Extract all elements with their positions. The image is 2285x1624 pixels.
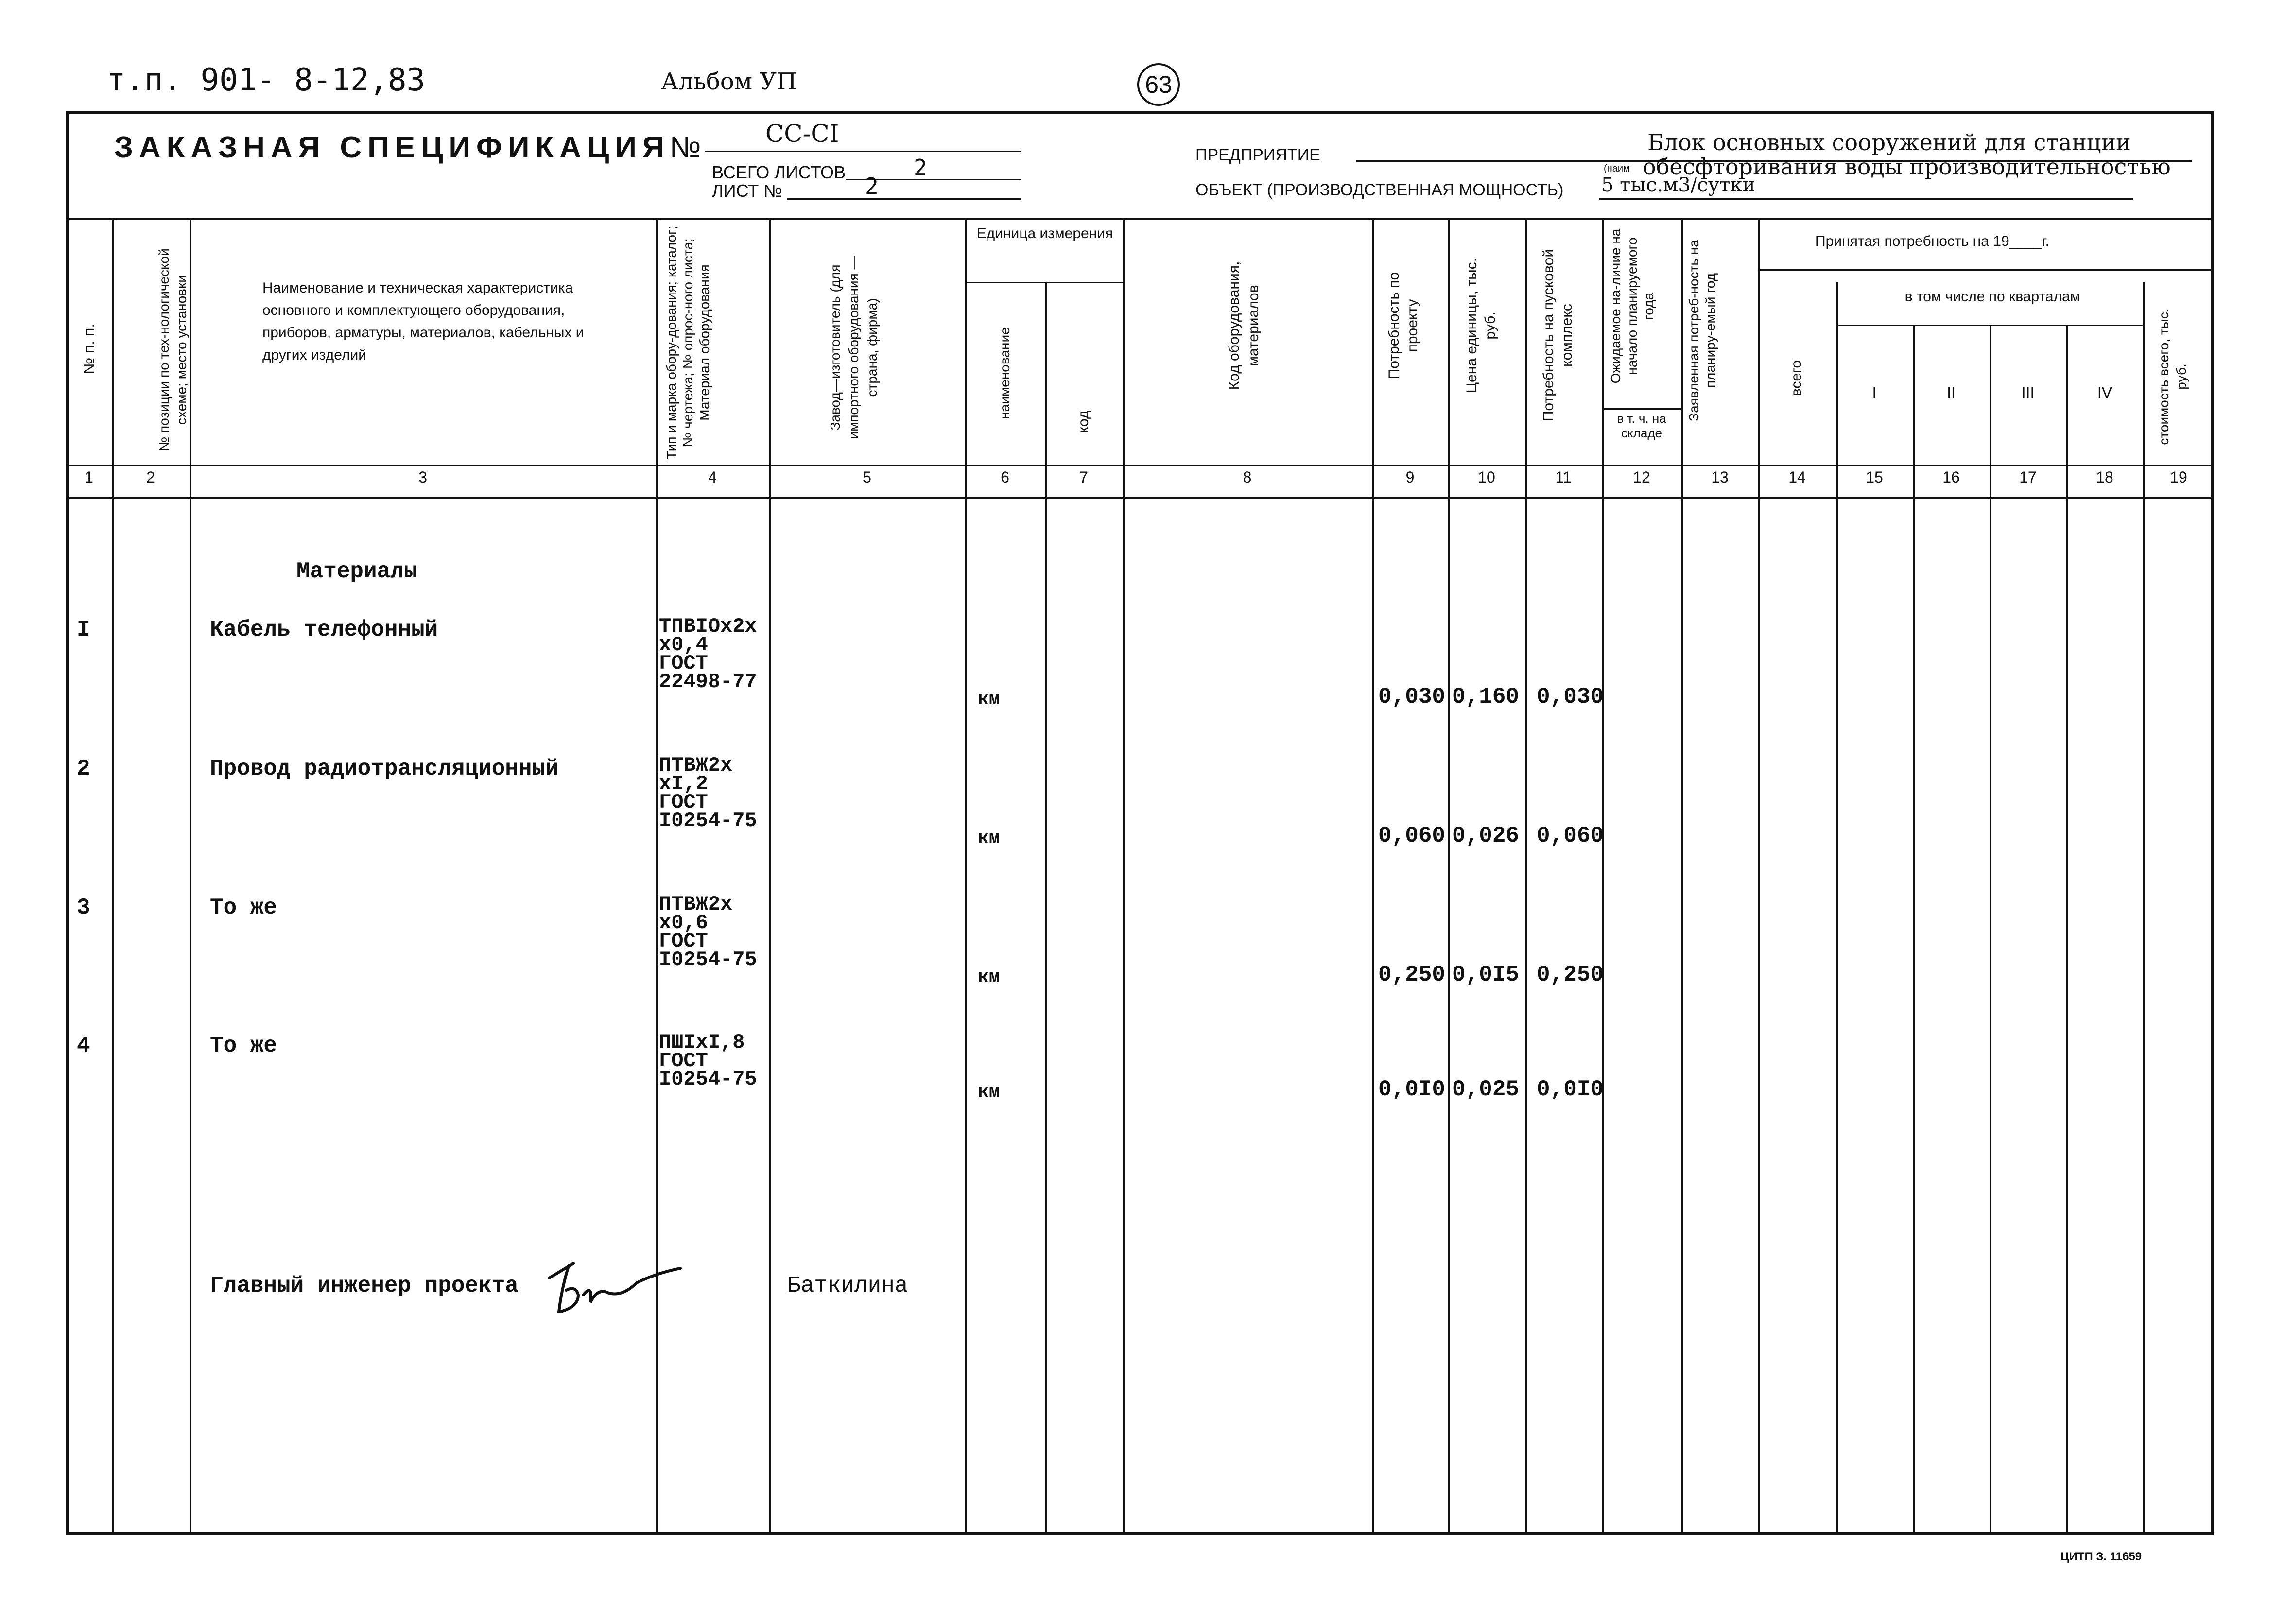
- signature: [539, 1244, 685, 1322]
- sheet-no-label: ЛИСТ №: [712, 181, 782, 201]
- col-num: 14: [1788, 468, 1806, 486]
- col-num: 1: [85, 468, 93, 486]
- enterprise-value-2: обесфторивания воды производительностью: [1643, 154, 2171, 180]
- chief-engineer-label: Главный инженер проекта: [210, 1273, 519, 1298]
- total-sheets-value: 2: [914, 155, 927, 181]
- item-type-line: ПТВЖ2х: [659, 893, 733, 916]
- header-col-13: [1686, 238, 1754, 423]
- item-start-need: 0,060: [1537, 823, 1604, 848]
- header-q3: III: [2021, 384, 2035, 401]
- item-type-line: 22498-77: [659, 670, 757, 693]
- col-num: 15: [1866, 468, 1883, 486]
- header-col-12-sub: [1604, 411, 1679, 440]
- header-quarters: в том числе по кварталам: [1904, 289, 2080, 305]
- header-q1: I: [1872, 384, 1877, 401]
- col-num: 7: [1079, 468, 1088, 486]
- item-type-line: ГОСТ: [659, 1049, 708, 1072]
- row-number: 3: [77, 895, 90, 920]
- item-type-line: хI,2: [659, 772, 708, 795]
- page-number: [1137, 63, 1180, 106]
- header-accepted: Принятая потребность на 19____г.: [1815, 233, 2049, 249]
- footer-print-code: ЦИТП З. 11659: [2060, 1550, 2142, 1563]
- col-num: 12: [1633, 468, 1650, 486]
- numbers-bottom-line: [66, 497, 2214, 499]
- chief-engineer-name: Баткилина: [787, 1273, 908, 1298]
- item-type-line: ТПВIОх2х: [659, 615, 757, 638]
- item-need: 0,030: [1378, 684, 1446, 709]
- header-unit-group-text: Единица измерения: [976, 225, 1113, 242]
- item-need: 0,060: [1378, 823, 1446, 848]
- header-q2: II: [1947, 384, 1956, 401]
- col-num: 10: [1478, 468, 1495, 486]
- item-type-line: ГОСТ: [659, 791, 708, 814]
- item-unit: км: [978, 689, 1000, 710]
- total-sheets-label: ВСЕГО ЛИСТОВ: [712, 162, 846, 182]
- header-unit-group: [967, 225, 1123, 243]
- header-col-12-sub-text: в т. ч. на складе: [1617, 411, 1666, 440]
- item-price: 0,025: [1452, 1077, 1520, 1102]
- header-col-6: наименование: [997, 327, 1012, 419]
- accepted-line: [1758, 269, 2214, 271]
- item-need: 0,250: [1378, 962, 1446, 987]
- col-num: 18: [2096, 468, 2113, 486]
- item-type-line: х0,6: [659, 911, 708, 934]
- item-name: Кабель телефонный: [210, 617, 438, 642]
- header-col-14: всего: [1788, 360, 1804, 397]
- header-col-2-text: № позиции по тех-нологической схеме; место установки: [156, 248, 189, 451]
- section-title: Материалы: [296, 559, 417, 584]
- col-num: 9: [1405, 468, 1415, 486]
- item-type: [659, 1031, 757, 1091]
- item-start-need: 0,0I0: [1537, 1077, 1604, 1102]
- doc-code: т.п. 901- 8-12,83: [107, 62, 426, 98]
- row-number: I: [77, 617, 90, 642]
- header-col-8-text: Код оборудования, материалов: [1226, 261, 1262, 390]
- header-col-9: [1385, 248, 1434, 403]
- col-num: 19: [2170, 468, 2187, 486]
- item-name: То же: [210, 1033, 277, 1058]
- col-num: 11: [1555, 468, 1572, 486]
- page-number-text: 63: [1145, 71, 1172, 98]
- spec-title: ЗАКАЗНАЯ СПЕЦИФИКАЦИЯ: [114, 131, 670, 164]
- album-label: Альбом УП: [661, 68, 797, 95]
- item-unit: км: [978, 967, 1000, 988]
- header-col-5-text: Завод—изготовитель (для импортного оборудования —страна, фирма): [828, 256, 880, 439]
- header-bottom-line: [66, 465, 2214, 466]
- item-price: 0,0I5: [1452, 962, 1520, 987]
- item-need: 0,0I0: [1378, 1077, 1446, 1102]
- col-num: 17: [2019, 468, 2037, 486]
- header-q4: IV: [2097, 384, 2112, 401]
- item-type-line: I0254-75: [659, 809, 757, 832]
- item-name: Провод радиотрансляционный: [210, 756, 559, 781]
- item-unit: км: [978, 828, 1000, 849]
- header-col-9-text: Потребность по проекту: [1386, 272, 1420, 380]
- item-price: 0,160: [1452, 684, 1520, 709]
- col-num: 4: [708, 468, 717, 486]
- object-label: ОБЪЕКТ (ПРОИЗВОДСТВЕННАЯ МОЩНОСТЬ): [1195, 181, 1564, 199]
- enterprise-label: ПРЕДПРИЯТИЕ: [1195, 146, 1320, 164]
- item-type: [659, 617, 757, 691]
- header-col-10: [1463, 248, 1511, 403]
- item-type-line: х0,4: [659, 633, 708, 657]
- header-col-12-text: Ожидаемое на-личие на начало планируемого года: [1608, 228, 1656, 384]
- col-num: 6: [1001, 468, 1009, 486]
- col-num: 8: [1243, 468, 1252, 486]
- sheet-no-line: [787, 198, 1021, 200]
- header-col-10-text: Цена единицы, тыс. руб.: [1464, 258, 1498, 394]
- object-value: 5 тыс.м3/сутки: [1601, 174, 1756, 196]
- col-num: 3: [418, 468, 427, 486]
- item-type: [659, 895, 757, 969]
- header-col-4-text: Тип и марка обору-дования; каталог; № чертежа; № опрос-ного листа; Материал оборудования: [664, 225, 712, 460]
- header-col-19: [2155, 299, 2209, 454]
- item-unit: км: [978, 1082, 1000, 1103]
- item-type-line: I0254-75: [659, 948, 757, 971]
- item-name: То же: [210, 895, 277, 920]
- header-col-1: № п. п.: [80, 323, 98, 375]
- item-start-need: 0,250: [1537, 962, 1604, 987]
- stock-sub-line: [1602, 408, 1681, 410]
- header-col-3: [262, 277, 612, 366]
- sheet-no-value: 2: [865, 173, 879, 199]
- header-col-12: [1608, 226, 1676, 386]
- spec-no-label: №: [670, 131, 701, 163]
- enterprise-value: Блок основных сооружений для станции: [1647, 129, 2131, 155]
- header-col-5: [826, 236, 904, 459]
- unit-group-line: [965, 282, 1123, 283]
- item-type-line: ПТВЖ2х: [659, 754, 733, 777]
- signature-scribble: [539, 1244, 685, 1322]
- item-type-line: ПШIхI,8: [659, 1031, 745, 1054]
- object-line: [1599, 198, 2133, 200]
- header-col-8: [1225, 238, 1273, 413]
- col-num: 2: [146, 468, 155, 486]
- header-col-4: [663, 224, 761, 462]
- quarters-line: [1836, 325, 2143, 326]
- item-type-line: ГОСТ: [659, 930, 708, 953]
- header-col-19-text: стоимость всего, тыс. руб.: [2156, 308, 2189, 445]
- item-type-line: I0254-75: [659, 1068, 757, 1091]
- row-number: 4: [77, 1033, 90, 1058]
- header-col-13-text: Заявленная потреб-ность на планиру-емый год: [1686, 240, 1718, 421]
- header-col-7: код: [1075, 410, 1091, 433]
- col-num: 5: [863, 468, 871, 486]
- header-col-11: [1540, 243, 1588, 428]
- enterprise-name-small: (наим: [1604, 163, 1630, 174]
- item-price: 0,026: [1452, 823, 1520, 848]
- header-col-11-text: Потребность на пусковой комплекс: [1541, 249, 1575, 422]
- item-type: [659, 756, 757, 830]
- row-number: 2: [77, 756, 90, 781]
- title-bottom-line: [66, 218, 2214, 220]
- col-num: 16: [1942, 468, 1960, 486]
- header-col-2: [156, 238, 224, 462]
- col-num: 13: [1711, 468, 1729, 486]
- spec-no-line: [705, 151, 1021, 152]
- item-type-line: ГОСТ: [659, 652, 708, 675]
- header-col-3-text: Наименование и техническая характеристика основного и комплектующего оборудования, приборов, арматуры, материалов, кабельных и других изделий: [262, 280, 584, 363]
- item-start-need: 0,030: [1537, 684, 1604, 709]
- spec-no-value: СС-СI: [765, 120, 839, 148]
